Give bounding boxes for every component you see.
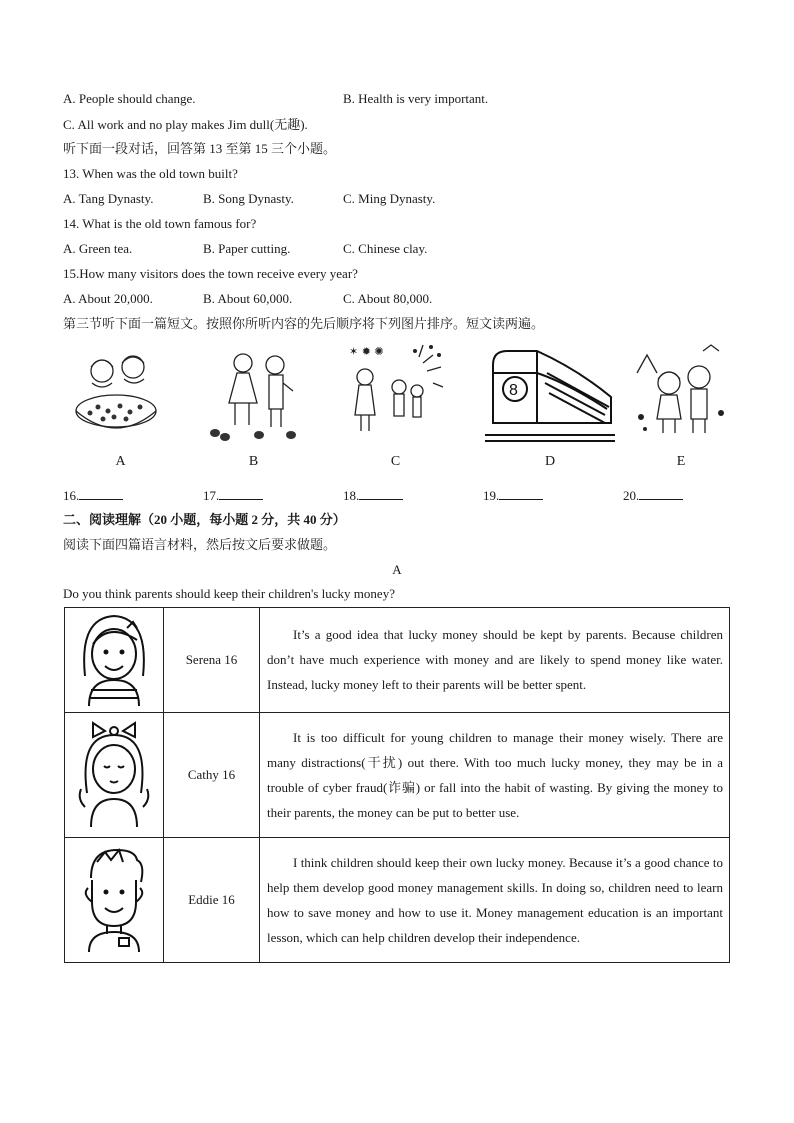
blank-line <box>219 487 263 500</box>
blank-number: 17. <box>203 488 220 503</box>
section3-instruction: 第三节听下面一篇短文。按照你所听内容的先后顺序将下列图片排序。短文读两遍。 <box>63 316 545 331</box>
q14-option-a: A. Green tea. <box>63 241 133 256</box>
picture-label: D <box>544 454 556 469</box>
q13-option-c: C. Ming Dynasty. <box>343 191 436 206</box>
blank-number: 20. <box>623 488 640 503</box>
q15-option-c: C. About 80,000. <box>343 291 433 306</box>
option-a-prev: A. People should change. <box>63 91 196 106</box>
opinions-table <box>64 607 730 963</box>
question-14: 14. What is the old town famous for? <box>63 216 257 231</box>
question-15: 15.How many visitors does the town receive every year? <box>63 266 358 281</box>
picture-c <box>343 343 448 471</box>
answer-blank-17[interactable] <box>203 487 263 505</box>
name-cell: Eddie 16 <box>164 838 260 963</box>
picture-label: C <box>390 454 401 469</box>
svg-text:✶ ✹ ✺: ✶ ✹ ✺ <box>349 345 384 358</box>
picture-d <box>485 343 615 471</box>
q15-option-b: B. About 60,000. <box>203 291 293 306</box>
picture-e <box>633 343 729 471</box>
opinion-text <box>260 838 730 963</box>
instruction-13-15: 听下面一段对话，回答第 13 至第 15 三个小题。 <box>63 141 337 156</box>
children-eating-icon <box>68 343 173 453</box>
girl-short-hair-avatar-icon <box>75 610 153 706</box>
blank-number: 16. <box>63 488 80 503</box>
q13-option-a: A. Tang Dynasty. <box>63 191 154 206</box>
answer-blank-18[interactable] <box>343 487 403 505</box>
opinion-text <box>260 608 730 713</box>
blank-number: 19. <box>483 488 500 503</box>
picture-label: A <box>115 454 126 469</box>
q13-option-b: B. Song Dynasty. <box>203 191 294 206</box>
blank-line <box>79 487 123 500</box>
answer-blank-19[interactable] <box>483 487 543 505</box>
reading-heading: 二、阅读理解（20 小题，每小题 2 分，共 40 分） <box>63 512 346 527</box>
answer-blank-16[interactable] <box>63 487 123 505</box>
option-b-prev: B. Health is very important. <box>343 91 489 106</box>
picture-label: E <box>676 454 686 469</box>
picture-label: B <box>248 454 259 469</box>
children-feeding-chickens-icon <box>201 343 306 453</box>
boy-avatar-icon <box>75 844 153 952</box>
picture-a <box>68 343 173 471</box>
opinion-text <box>260 713 730 838</box>
blank-number: 18. <box>343 488 360 503</box>
picture-strip <box>63 343 729 471</box>
table-row <box>65 713 730 838</box>
picture-b <box>201 343 306 471</box>
girl-with-bow-avatar-icon <box>75 719 153 827</box>
children-outdoors-icon <box>633 343 729 453</box>
opinion-text-content: It’s a good idea that lucky money should be kept by parents. Because children don’t have much experience with money and are likely to spend money like water. Instead, lucky money left to their parents will be better spent. <box>267 627 723 692</box>
avatar-cell <box>65 838 164 963</box>
option-c-prev: C. All work and no play makes Jim dull(无趣). <box>63 117 308 132</box>
passage-question: Do you think parents should keep their children's lucky money? <box>63 586 395 601</box>
table-row <box>65 838 730 963</box>
table-row <box>65 608 730 713</box>
opinion-text-content: It is too difficult for young children to manage their money wisely. There are many distractions(干扰) out there. With too much lucky money, they may be in a trouble of cyber fraud(诈骗) or fall into the habit of wasting. By giving the money to their parents, the money can be put to better use. <box>267 729 723 820</box>
name-cell: Cathy 16 <box>164 713 260 838</box>
q15-option-a: A. About 20,000. <box>63 291 153 306</box>
passage-label: A <box>392 562 402 577</box>
blank-line <box>639 487 683 500</box>
question-13: 13. When was the old town built? <box>63 166 238 181</box>
blank-line <box>499 487 543 500</box>
name-cell: Serena 16 <box>164 608 260 713</box>
answer-blank-20[interactable] <box>623 487 683 505</box>
train-icon <box>485 343 615 453</box>
avatar-cell <box>65 713 164 838</box>
family-fireworks-icon <box>343 343 448 453</box>
svg-text:8: 8 <box>509 382 518 399</box>
q14-option-b: B. Paper cutting. <box>203 241 291 256</box>
blank-line <box>359 487 403 500</box>
avatar-cell <box>65 608 164 713</box>
reading-instruction: 阅读下面四篇语言材料，然后按文后要求做题。 <box>63 537 337 552</box>
opinion-text-content: I think children should keep their own lucky money. Because it’s a good chance to help them develop good money management skills. In doing so, children need to learn how to save money and how to use it. Money management education is an important lesson, which can help children develop their independence. <box>267 854 723 945</box>
q14-option-c: C. Chinese clay. <box>343 241 428 256</box>
